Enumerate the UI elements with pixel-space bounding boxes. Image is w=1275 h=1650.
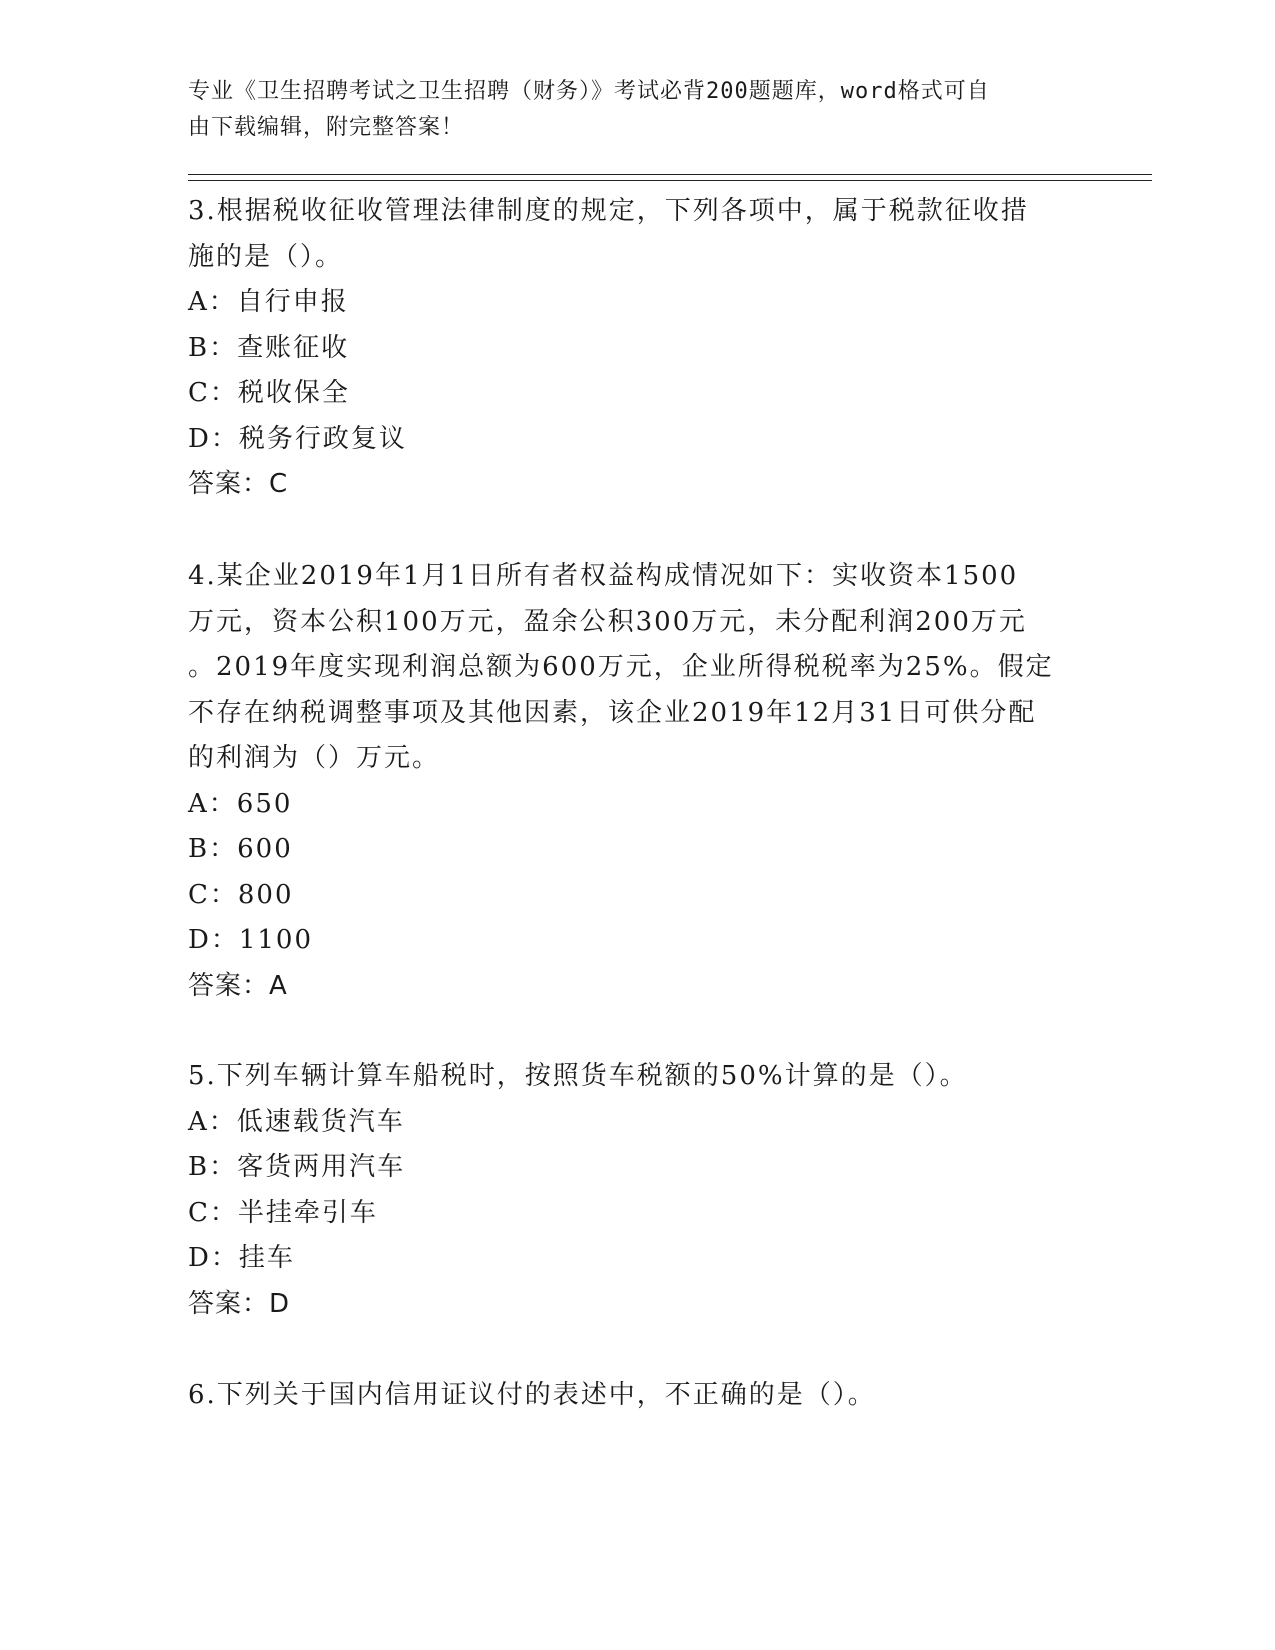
option-c: C：半挂牵引车 bbox=[188, 1197, 378, 1228]
question-stem-line: 5.下列车辆计算车船税时，按照货车税额的50%计算的是（）。 bbox=[188, 1061, 968, 1091]
option-c: C：800 bbox=[188, 879, 294, 910]
option-c: C：税收保全 bbox=[188, 378, 350, 408]
question-stem-line: 万元，资本公积100万元，盈余公积300万元，未分配利润200万元 bbox=[188, 606, 1027, 637]
question-6 bbox=[188, 1372, 876, 1418]
question-3 bbox=[188, 188, 1029, 507]
question-stem-line: 施的是（）。 bbox=[188, 241, 344, 272]
question-5 bbox=[188, 1053, 968, 1326]
question-stem-line: 6.下列关于国内信用证议付的表述中，不正确的是（）。 bbox=[188, 1380, 876, 1410]
answer: 答案：C bbox=[188, 469, 289, 499]
option-d: D：税务行政复议 bbox=[188, 423, 407, 454]
header-divider-top bbox=[188, 174, 1152, 175]
option-b: B：600 bbox=[188, 834, 293, 864]
option-a: A：低速载货汽车 bbox=[188, 1106, 405, 1137]
document-header bbox=[188, 74, 1068, 146]
option-b: B：客货两用汽车 bbox=[188, 1152, 406, 1182]
option-d: D：1100 bbox=[188, 925, 314, 955]
answer: 答案：A bbox=[188, 970, 288, 1001]
question-4 bbox=[188, 553, 1054, 1008]
answer: 答案：D bbox=[188, 1288, 291, 1319]
option-b: B：查账征收 bbox=[188, 332, 350, 363]
header-divider-bottom bbox=[188, 180, 1152, 181]
question-stem-line: 3.根据税收征收管理法律制度的规定，下列各项中，属于税款征收措 bbox=[188, 196, 1029, 226]
question-stem-line: 4.某企业2019年1月1日所有者权益构成情况如下：实收资本1500 bbox=[188, 561, 1019, 591]
option-a: A：650 bbox=[188, 788, 293, 819]
question-stem-line: 不存在纳税调整事项及其他因素，该企业2019年12月31日可供分配 bbox=[188, 697, 1037, 728]
option-a: A：自行申报 bbox=[188, 287, 349, 317]
question-stem-line: 的利润为（）万元。 bbox=[188, 743, 441, 773]
question-stem-line: 。2019年度实现利润总额为600万元，企业所得税税率为25%。假定 bbox=[188, 652, 1054, 682]
header-line-1: 专业《卫生招聘考试之卫生招聘（财务）》考试必背200题题库，word格式可自 bbox=[188, 79, 990, 104]
header-line-2: 由下载编辑，附完整答案！ bbox=[188, 115, 465, 140]
option-d: D：挂车 bbox=[188, 1243, 295, 1273]
